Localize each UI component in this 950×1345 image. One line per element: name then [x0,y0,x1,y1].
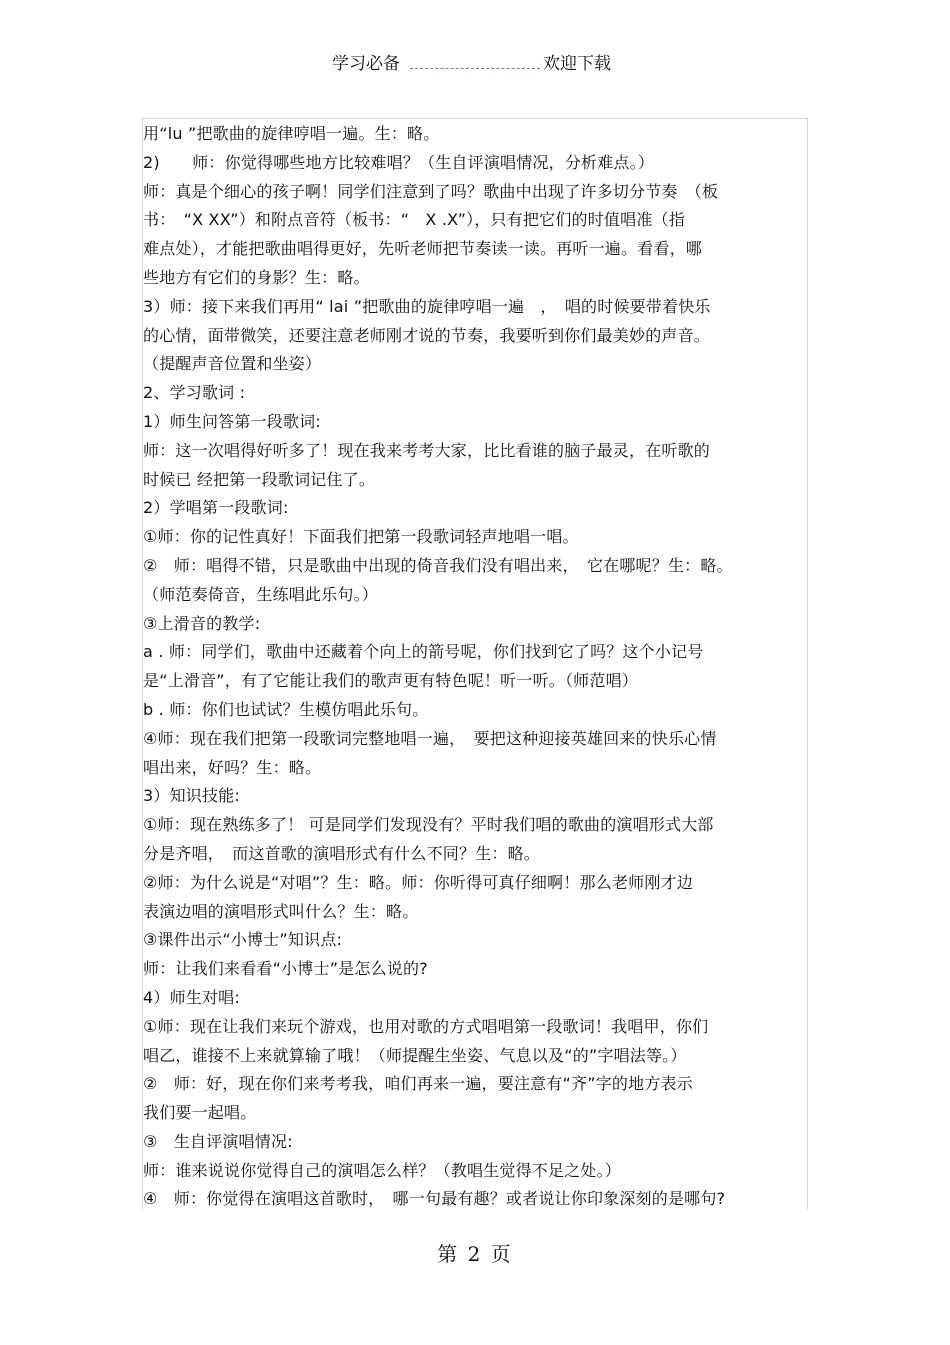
text-line: 1）师生问答第一段歌词: [143,411,321,431]
text-line: 师：这一次唱得好听多了！现在我来考考大家，比比看谁的脑子最灵，在听歌的 [143,440,711,460]
text-line: 2、学习歌词 : [143,383,246,403]
text-line: ①师：现在熟练多了！ 可是同学们发现没有？平时我们唱的歌曲的演唱形式大部 [143,815,714,835]
text-line: 分是齐唱， 而这首歌的演唱形式有什么不同？生：略。 [143,843,541,863]
text-line: ③上滑音的教学: [143,613,261,633]
header-left-text: 学习必备 [332,54,400,74]
text-line: 师：真是个细心的孩子啊！同学们注意到了吗？歌曲中出现了许多切分节奏 （板 [143,181,719,201]
text-line: ④师：现在我们把第一段歌词完整地唱一遍， 要把这种迎接英雄回来的快乐心情 [143,728,717,748]
text-line: a . 师：同学们，歌曲中还藏着个向上的箭号呢，你们找到它了吗？这个小记号 [143,642,704,662]
text-line: 是“上滑音”，有了它能让我们的歌声更有特色呢！听一听。（师范唱） [143,671,638,691]
text-line: ④ 师：你觉得在演唱这首歌时， 哪一句最有趣？或者说让你印象深刻的是哪句? [143,1189,726,1209]
document-body [143,120,808,1214]
text-line: 3）师：接下来我们再用“ lai ”把歌曲的旋律哼唱一遍 ， 唱的时候要带着快乐 [143,296,711,316]
text-line: 师：谁来说说你觉得自己的演唱怎么样？（教唱生觉得不足之处。） [143,1160,622,1180]
text-line: ③ 生自评演唱情况: [143,1131,293,1151]
text-line: ①师：现在让我们来玩个游戏，也用对歌的方式唱唱第一段歌词！我唱甲，你们 [143,1016,709,1036]
text-line: 时候已 经把第一段歌词记住了。 [143,469,376,489]
text-line: 3）知识技能: [143,786,240,806]
header-right-text: 欢迎下载 [543,54,611,74]
text-line: 2) 师：你觉得哪些地方比较难唱？（生自评演唱情况，分析难点。） [143,152,655,172]
text-line: 唱乙，谁接不上来就算输了哦！（师提醒生坐姿、气息以及“的”字唱法等。） [143,1045,687,1065]
text-line: 些地方有它们的身影？生：略。 [143,267,370,287]
text-line: 难点处），才能把歌曲唱得更好，先听老师把节奏读一读。再听一遍。看看，哪 [143,239,703,259]
text-line: 表演边唱的演唱形式叫什么？生：略。 [143,901,419,921]
text-line: b . 师：你们也试试？生模仿唱此乐句。 [143,699,429,719]
text-line: （师范奏倚音，生练唱此乐句。） [143,584,379,604]
text-line: 用“lu ”把歌曲的旋律哼唱一遍。生：略。 [143,124,440,143]
text-line: 唱出来，好吗？生：略。 [143,757,322,777]
text-line: （提醒声音位置和坐姿） [143,354,322,374]
text-line: 的心情，面带微笑，还要注意老师刚才说的节奏，我要听到你们最美妙的声音。 [143,325,711,345]
text-line: ①师：你的记性真好！下面我们把第一段歌词轻声地唱一唱。 [143,527,579,547]
text-line: ② 师：唱得不错，只是歌曲中出现的倚音我们没有唱出来， 它在哪呢？生：略。 [143,555,733,575]
text-line: ②师：为什么说是“对唱”？生：略。师：你听得可真仔细啊！那么老师刚才边 [143,872,693,892]
header-dashed-rule [410,68,540,69]
text-line: 2）学唱第一段歌词: [143,498,289,518]
page-number: 第 2 页 [437,1242,513,1266]
text-line: 书： “X XX”）和附点音符（板书：“ X .X”），只有把它们的时值唱准（指 [143,210,685,230]
text-line: 4）师生对唱: [143,987,240,1007]
page-header [0,46,950,76]
text-line: 我们要一起唱。 [143,1103,257,1123]
text-line: 师：让我们来看看“小博士”是怎么说的? [143,959,428,979]
text-line: ② 师：好，现在你们来考考我，咱们再来一遍，要注意有“齐”字的地方表示 [143,1074,693,1094]
text-line: ③课件出示“小博士”知识点: [143,930,343,950]
